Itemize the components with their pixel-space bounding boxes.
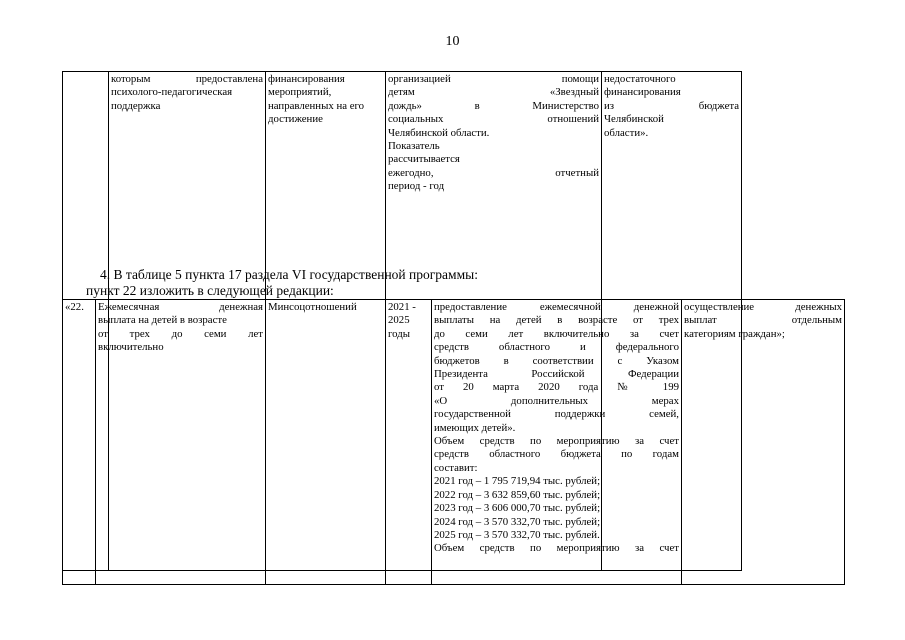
cell-line: 2022 год – 3 632 859,60 тыс. рублей; bbox=[434, 488, 601, 501]
cell-line: 2025 год – 3 570 332,70 тыс. рублей. bbox=[434, 528, 600, 541]
page-number: 10 bbox=[445, 34, 460, 49]
cell-line: государственной поддержки семей, bbox=[434, 408, 679, 421]
cell-line: осуществление денежных bbox=[684, 301, 842, 313]
cell-line: Объем средств по мероприятию за счет bbox=[434, 542, 679, 555]
cell-line: недостаточного bbox=[604, 73, 676, 85]
cell-line: выплата на детей в возрасте bbox=[98, 314, 227, 327]
cell-line: средств областного и федерального bbox=[434, 341, 679, 354]
cell-line: от трех до семи лет bbox=[98, 327, 263, 340]
table-bottom bbox=[62, 299, 845, 585]
cell-line: Ежемесячная денежная bbox=[98, 301, 263, 313]
cell-line: выплаты на детей в возрасте от трех bbox=[434, 314, 679, 327]
cell-line: включительно bbox=[98, 341, 164, 354]
cell-line: финансирования bbox=[268, 73, 345, 85]
cell-line: предоставление ежемесячной денежной bbox=[434, 301, 679, 313]
cell-result bbox=[682, 300, 845, 585]
cell-line: Объем средств по мероприятию за счет bbox=[434, 435, 679, 448]
cell-number: «22. bbox=[63, 300, 96, 585]
cell-line: области». bbox=[604, 126, 649, 139]
cell-line: имеющих детей». bbox=[434, 421, 516, 434]
cell-line: ежегодно, отчетный bbox=[388, 166, 599, 179]
cell-measure-description bbox=[432, 300, 682, 585]
cell-line: 2021 год – 1 795 719,94 тыс. рублей; bbox=[434, 475, 601, 488]
cell-line: психолого-педагогическая bbox=[111, 86, 233, 99]
cell-line: 2023 год – 3 606 000,70 тыс. рублей; bbox=[434, 502, 601, 515]
cell-line: от 20 марта 2020 года № 199 bbox=[434, 381, 679, 394]
cell-line: из бюджета bbox=[604, 99, 739, 112]
paragraph-instruction: пункт 22 изложить в следующей редакции: bbox=[86, 283, 334, 298]
cell-line: составит: bbox=[434, 461, 478, 474]
cell-line: направленных на его bbox=[268, 99, 365, 112]
cell-line: Челябинской bbox=[604, 113, 664, 126]
cell-line: выплат отдельным bbox=[684, 314, 842, 327]
cell-line: мероприятий, bbox=[268, 86, 332, 99]
table-row bbox=[63, 300, 845, 585]
cell-line: которым предоставлена bbox=[111, 73, 263, 85]
cell-line: 2025 bbox=[388, 314, 410, 327]
cell-line: средств областного бюджета по годам bbox=[434, 448, 679, 461]
cell-line: организацией помощи bbox=[388, 73, 599, 85]
cell-line: достижение bbox=[268, 113, 323, 126]
cell-line: годы bbox=[388, 327, 410, 340]
cell-line: «О дополнительных мерах bbox=[434, 394, 679, 407]
cell-line: социальных отношений bbox=[388, 113, 599, 126]
cell-responsible: Минсоцотношений bbox=[266, 300, 386, 585]
paragraph-amendment: 4. В таблице 5 пункта 17 раздела VI государственной программы: bbox=[100, 267, 478, 282]
cell-line: 2024 год – 3 570 332,70 тыс. рублей; bbox=[434, 515, 601, 528]
cell-line: 2021 - bbox=[388, 301, 416, 313]
cell-line: Челябинской области. bbox=[388, 126, 490, 139]
cell-line: категориям граждан»; bbox=[684, 327, 785, 340]
cell-line: до семи лет включительно за счет bbox=[434, 327, 679, 340]
cell-line: рассчитывается bbox=[388, 153, 460, 166]
cell-measure-name bbox=[96, 300, 266, 585]
cell-line: дождь» в Министерство bbox=[388, 99, 599, 112]
cell-period bbox=[386, 300, 432, 585]
cell-line: финансирования bbox=[604, 86, 681, 99]
cell-line: поддержка bbox=[111, 99, 161, 112]
cell-line: Президента Российской Федерации bbox=[434, 368, 679, 381]
cell-line: детям «Звездный bbox=[388, 86, 599, 99]
cell-line: бюджетов в соответствии с Указом bbox=[434, 354, 679, 367]
cell-line: Показатель bbox=[388, 140, 440, 153]
cell-line: период - год bbox=[388, 180, 445, 193]
